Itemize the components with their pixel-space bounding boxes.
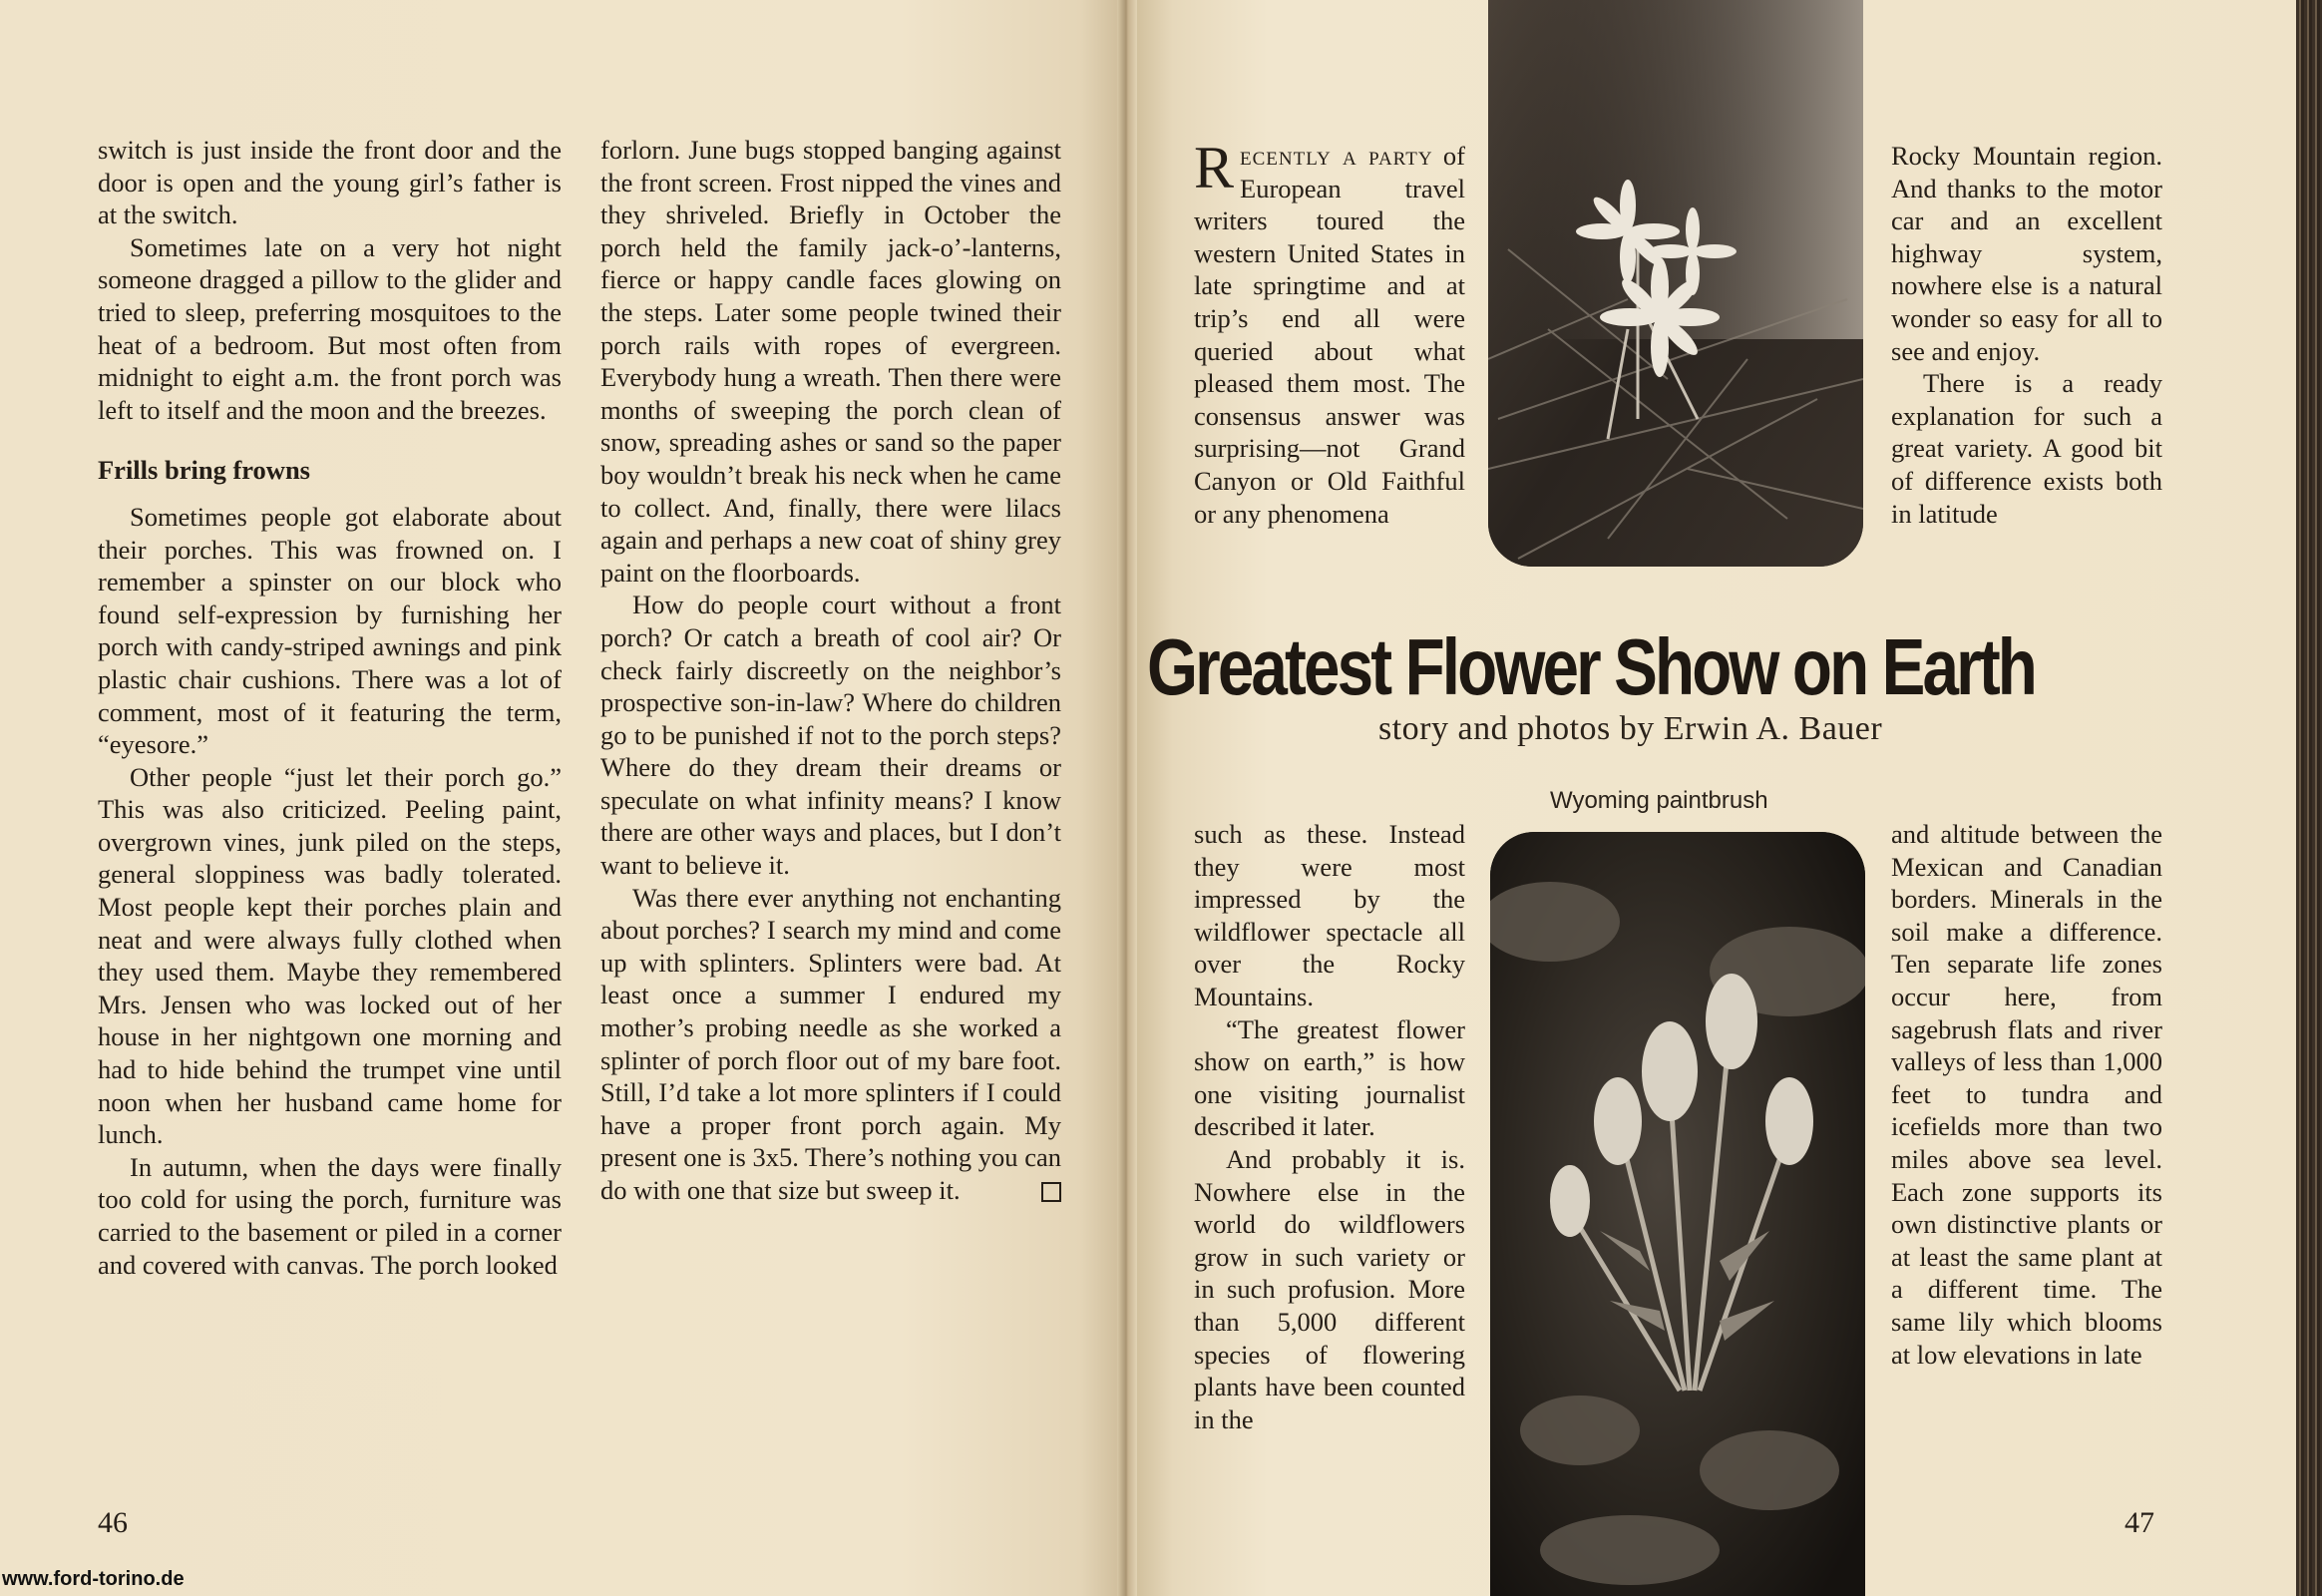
left-column-1	[98, 134, 562, 1281]
book-gutter	[1117, 0, 1137, 1596]
page-edge-strip	[2296, 0, 2322, 1596]
lead-paragraph	[1194, 135, 1465, 530]
paragraph-text: of European travel writers toured the western United States in late springtime and at trip’s end all were queried about what pleased them most. The consensus answer was surprising—not Grand Canyon or Old Faithful or any phenomena	[1194, 141, 1465, 529]
paragraph: And probably it is. Nowhere else in the world do wildflowers grow in such variety or in such profusion. More than 5,000 different species of flowering plants have been counted in the	[1194, 1143, 1465, 1434]
watermark-url: www.ford-torino.de	[2, 1568, 185, 1590]
paragraph: There is a ready explanation for such a great variety. A good bit of difference exists both in latitude	[1891, 368, 2162, 529]
paragraph: switch is just inside the front door and the door is open and the young girl’s father is at the switch.	[98, 135, 562, 230]
drop-cap: R	[1194, 135, 1235, 200]
paragraph: forlorn. June bugs stopped banging against the front screen. Frost nipped the vines and they shriveled. Briefly in October the porch held the family jack-o’-lanterns, fierce or happy candle faces glowing on the steps. Later some people twined their porch rails with ropes of evergreen. Everybody hung a wreath. Then there were months of sweeping the porch clean of snow, spreading ashes or sand so the paper boy wouldn’t break his neck when he came to collect. And, finally, there were lilacs again and perhaps a new coat of shiny grey paint on the floorboards.	[600, 135, 1061, 588]
page-number: 46	[98, 1506, 128, 1539]
paragraph: Sometimes people got elaborate about their porches. This was frowned on. I remember a spinster on our block who found self-expression by furnishing her porch with candy-striped awnings and pink plastic chair cushions. There was a lot of comment, most of it featuring the term, “eyesore.”	[98, 501, 562, 760]
paragraph: Sometimes late on a very hot night someone dragged a pillow to the glider and tried to sleep, preferring mosquitoes to the heat of a bedroom. But most often from midnight to eight a.m. the front porch was left to itself and the moon and the breezes.	[98, 231, 562, 425]
end-mark-icon	[1041, 1182, 1061, 1202]
right-column-a-top	[1194, 135, 1465, 530]
paragraph	[600, 882, 1061, 1207]
paragraph-text: Was there ever anything not enchanting about porches? I search my mind and come up with splinters. Splinters were bad. At least once a summer I endured my mother’s probing needle as she worked a splinter of porch floor out of my bare foot. Still, I’d take a lot more splinters if I could have a proper front porch again. My present one is 3x5. There’s nothing you can do with one that size but sweep it.	[600, 882, 1061, 1205]
page-number: 47	[2125, 1506, 2154, 1539]
right-column-b-bottom	[1891, 818, 2162, 1371]
paragraph: In autumn, when the days were finally too cold for using the porch, furniture was carried to the basement or piled in a corner and covered with canvas. The porch looked	[98, 1151, 562, 1280]
paragraph: Rocky Mountain region. And thanks to the motor car and an excellent highway system, nowhere else is a natural wonder so easy for all to see and enjoy.	[1891, 141, 2162, 366]
subheading: Frills bring frowns	[98, 455, 310, 486]
photo-caption: Wyoming paintbrush	[1550, 787, 1768, 814]
article-headline: Greatest Flower Show on Earth	[1147, 622, 2036, 711]
right-column-a-bottom	[1194, 818, 1465, 1435]
article-byline: story and photos by Erwin A. Bauer	[1378, 710, 1883, 747]
paintbrush-flower-image	[1490, 832, 1865, 1596]
right-column-b-top	[1891, 140, 2162, 530]
left-column-2	[600, 134, 1061, 1207]
white-flower-image	[1488, 0, 1863, 567]
paragraph: and altitude between the Mexican and Canadian borders. Minerals in the soil make a difference. Ten separate life zones occur here, from sagebrush flats and river valleys of less than 1,000 feet to tundra and icefields more than two miles above sea level. Each zone supports its own distinctive plants or at least the same plant at a different time. The same lily which blooms at low elevations in late	[1891, 819, 2162, 1370]
flower-photo-bottom	[1490, 832, 1865, 1596]
paragraph: “The greatest flower show on earth,” is how one visiting journalist described it later.	[1194, 1013, 1465, 1142]
paragraph: such as these. Instead they were most impressed by the wildflower spectacle all over the Rocky Mountains.	[1194, 819, 1465, 1011]
paragraph: Other people “just let their porch go.” This was also criticized. Peeling paint, overgrown vines, junk piled on the steps, general sloppiness was badly tolerated. Most people kept their porches plain and neat and were always fully clothed when they used them. Maybe they remembered Mrs. Jensen who was locked out of her house in her nightgown one morning and had to hide behind the trumpet vine until noon when her husband came home for lunch.	[98, 761, 562, 1150]
lead-smallcaps: ecently a party	[1240, 141, 1433, 171]
paragraph: How do people court without a front porch? Or catch a breath of cool air? Or check fairly discreetly on the neighbor’s prospective son-in-law? Where do children go to be punished if not to the porch steps? Where do they dream their dreams or speculate on what infinity means? I know there are other ways and places, but I don’t want to believe it.	[600, 590, 1061, 881]
flower-photo-top	[1488, 0, 1863, 567]
